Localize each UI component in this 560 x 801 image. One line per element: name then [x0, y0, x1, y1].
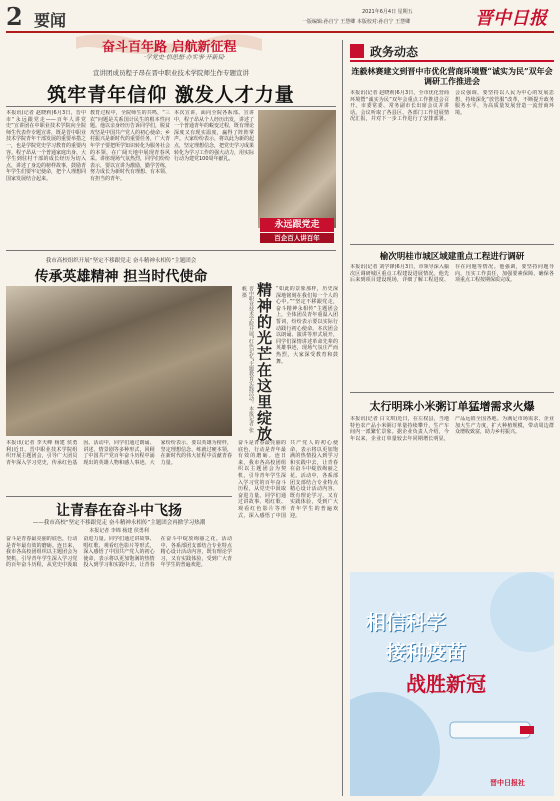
lead-col-1: 本报讯(记者 赵晓莉)6月3日，晋中市“永远跟党走——百年人讲党史”宣讲团在中职业技术学院向全院师生代表作专题宣讲，既是晋中职业技术学院青年干部发展的重要举措之一，也是学院党史学习教育的重要内容。程子昂从一个普通家庭出身、大学生到驻村干部的成长经历为切入点，讲述了身边的榜样故事，鼓励青年学生们要牢记使命，把个人理想同国家发展结合起来。 [6, 110, 86, 182]
right-a2-headline: 榆次明桂市城区域建重点工程进行调研 [379, 252, 525, 262]
ad-line-2: 接种疫苗 [386, 640, 466, 664]
right-a3-body: 本报讯(记者 白文琪)近日，在左权县，当地特色农产品小米粥订单量持续攀升，生产车间内一派繁忙景象。据企业负责人介绍，今年以来，企业订单量较去年同期增长明显，产品远销全国各地。为满足市场需求，企业加大生产力度，扩大种植规模，带动周边群众增收致富，助力乡村振兴。 [350, 416, 554, 442]
continued-body: 奋斗是青春最亮丽的底色，行动是青年最有效的磨砺。连日来，我市各高校团组织以主题团会为契机，引导青年学生深入学习党的百年奋斗历程，从党史中汲取奋进力量。同学们通过讲故事、唱红歌、观看红色影片等形式，深入感悟了中国共产党人的初心使命，表示将以更加饱满的热情投入到学习和实践中去，让青春在奋斗中绽放绚丽之花。活动中，各系部团支部结合专业特点精心设计活动内容，既有理论学习，又有实践体验，受到广大青年学生的普遍欢迎。 [238, 440, 338, 519]
banner-subtitle: ·学党史·悟思想·办实事·开新局· [144, 54, 226, 61]
divider [6, 106, 336, 107]
third-kicker: ——我市高校“坚定不移跟党走 奋斗精神永相传”主题团会再掀学习热潮 [32, 520, 206, 526]
lead-col-3: 本次宣讲，面向全院各系部。宣讲中，程子昂从个人经历出发，讲述了一个普通青年的蜕变过程，既有理论深度又有现实温度，赢得了阵阵掌声。大家纷纷表示，将以此为新的起点，坚定理想信念，把党史学习成果转化为学习工作的强大动力，用实际行动为建党100周年献礼。 [174, 110, 254, 163]
second-right-text: “如此的景象那样，历史深深地铭刻在我们每一个人的心中。”“坚定不移跟党走，奋斗精神永相传”主题团会上，全体团员青年重温入团誓词，纷纷表示要以实际行动践行初心使命。本次团会以朗诵、演讲等形式展开，同学们深情讲述革命先辈的英雄事迹，现场气氛庄严而热烈，大家深受教育和鼓舞。 [276, 286, 338, 365]
section-name: 要闻 [34, 11, 67, 30]
right-a1-headline: 连毅林赛建文到晋中市优化营商环境暨“诚实为民”双年会调研工作推进会 [351, 66, 553, 86]
divider [6, 496, 232, 497]
third-headline: 让青春在奋斗中飞扬 [56, 503, 182, 519]
ad-line-3: 战胜新冠 [406, 672, 486, 696]
lead-kicker: 宣讲团成员程子昂在晋中职业技术学院师生作专题宣讲 [93, 69, 249, 77]
column-subtag: 百企百人讲百年 [260, 233, 334, 243]
lead-col-2: 教育过程中，全院师生的共鸣，“三农”问题是关系国计民生的根本性问题。他以亲身经历告诉同学们，脱贫攻坚是中国共产党人的初心使命；乡村振兴是新时代的重要任务，广大青年学子要把所学知识转化为服务社会的本领，在广阔天地中展现青春风采。讲座现场气氛热烈，同学们纷纷表示，要以宣讲为激励，勤学苦练，努力成长为新时代有理想、有本领、有担当的青年。 [90, 110, 170, 182]
issue-date: 2021年6月4日 星期五 [362, 9, 413, 15]
ad-brand: 晋中日报社 [490, 779, 525, 787]
third-body: 奋斗是青春最亮丽的底色，行动是青年最有效的磨砺。连日来，我市各高校团组织以主题团会为契机，引导青年学生深入学习党的百年奋斗历程，从党史中汲取奋进力量。同学们通过讲故事、唱红歌、观看红色影片等形式，深入感悟了中国共产党人的初心使命，表示将以更加饱满的热情投入到学习和实践中去，让青春在奋斗中绽放绚丽之花。活动中，各系部团支部结合专业特点精心设计活动内容，既有理论学习，又有实践体验，受到广大青年学生的普遍欢迎。 [6, 536, 232, 569]
newspaper-logo: 晋中日报 [475, 8, 547, 29]
lead-photo [258, 110, 336, 228]
ad-line-1: 相信科学 [366, 610, 446, 634]
column-tag: 永远跟党走 [260, 218, 334, 232]
page-number: 2 [6, 2, 23, 31]
right-a1-body: 本报讯(记者 赵晓莉)6月3日，全市优化营商环境暨“诚实为民”双年会重点工作推进会召开。市委常委、常务副市长出席会议并讲话。会议听取了各县区、各部门工作进展情况汇报，并对下一步工作进行了安排部署。会议强调，要坚持以人民为中心的发展思想，持续深化“放管服”改革，不断提升政务服务水平，为高质量发展营造一流营商环境。 [350, 90, 554, 123]
section-header: 政务动态 [370, 45, 419, 59]
students-photo [6, 286, 232, 436]
third-byline: 本报记者 李锦 杨建 侯勇利 [89, 528, 149, 534]
column-divider [342, 40, 343, 796]
vaccine-ad [350, 572, 554, 796]
vertical-headline: 精神的光芒在这里绽放 [255, 282, 273, 442]
second-body: 本报讯(记者 李天峰 杨建 侯勇利)近日，晋中职业技术学院组织开展主题团会，引导广大团员青年深入学习党史，传承红色基因。活动中，同学们通过朗诵、讲述、情景剧等多种形式，回顾了中国共产党百年奋斗历程中涌现出的英雄人物和感人事迹。大家纷纷表示，要以英雄为榜样，坚定理想信念，练就过硬本领，在新时代的伟大征程中贡献青春力量。 [6, 440, 232, 466]
flag-icon [350, 44, 364, 58]
divider [6, 250, 336, 251]
right-a3-headline: 太行明珠小米粥订单猛增需求火爆 [369, 400, 535, 413]
editors-line: 一版编辑:孙自宁 王慧卿 本版校对:孙自宁 王慧卿 [302, 19, 411, 25]
section-header-bar [350, 42, 554, 62]
photo-caption: 晋中职业技术学院开展“红色记忆”主题教育实践活动。本报记者 张帆 摄 [241, 286, 254, 433]
theme-banner [74, 33, 264, 59]
banner-title: 奋斗百年路 启航新征程 [102, 40, 237, 55]
divider [350, 244, 554, 245]
lead-headline: 筑牢青年信仰 激发人才力量 [47, 84, 295, 106]
divider [350, 392, 554, 393]
right-a2-body: 本报讯(记者 刘学锋)6月3日，市领导深入榆次区调研城区重点工程建设进展情况。他先后来到项目建设现场，详细了解工程进度、存在问题等情况。他强调，要坚持问题导向，压实工作责任，加强要素保障，确保各项重点工程按期保质完成。 [350, 264, 554, 284]
second-headline: 传承英雄精神 担当时代使命 [34, 269, 208, 285]
second-kicker: 我市高校组织开展“坚定不移跟党走 奋斗精神永相传”主题团会 [45, 258, 197, 264]
